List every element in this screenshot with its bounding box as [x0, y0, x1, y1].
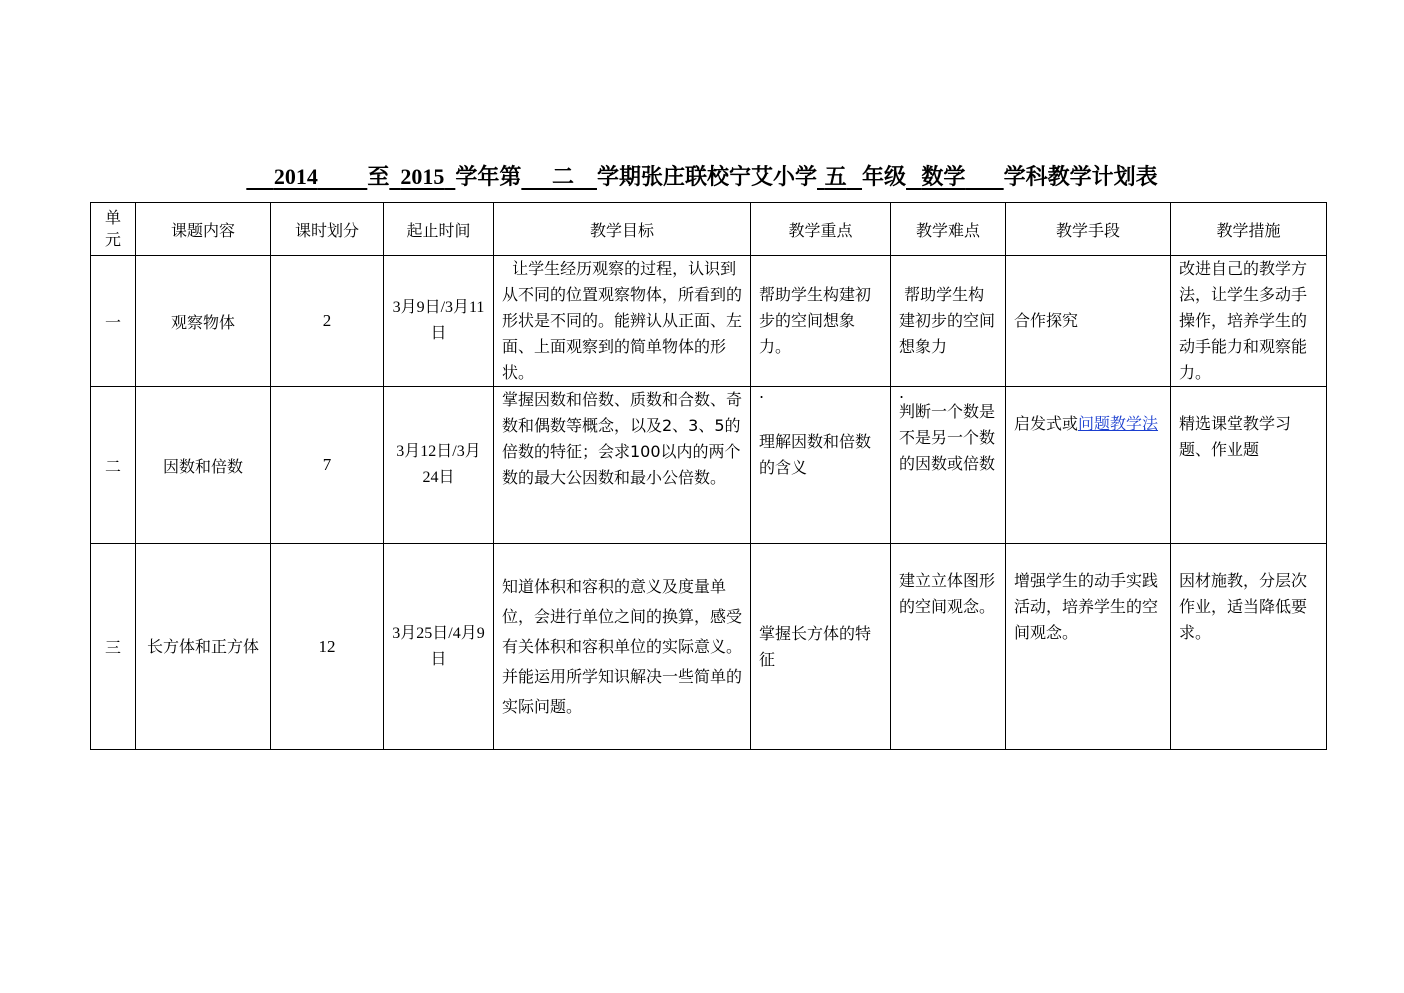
focus-text: 理解因数和倍数的含义: [759, 432, 872, 477]
difficulty-cell: 帮助学生构建初步的空间想象力: [891, 256, 1006, 387]
measure-cell: 因材施教，分层次作业，适当降低要求。: [1171, 544, 1327, 750]
objective-cell: 让学生经历观察的过程，认识到从不同的位置观察物体，所看到的形状是不同的。能辨认从正面、左面、上面观察到的简单物体的形状。: [494, 256, 751, 387]
teaching-plan-table: [90, 202, 1327, 750]
topic-cell: 因数和倍数: [136, 387, 271, 544]
header-measure: 教学措施: [1171, 203, 1327, 256]
school-name: 学期张庄联校宁艾小学: [596, 164, 817, 190]
method-cell: 增强学生的动手实践活动，培养学生的空间观念。: [1006, 544, 1171, 750]
unit-cell: 三: [91, 544, 136, 750]
table-row: [91, 256, 1327, 387]
header-method: 教学手段: [1006, 203, 1171, 256]
difficulty-dot: .: [899, 383, 905, 402]
hours-cell: 12: [271, 544, 384, 750]
year-end: 2015: [400, 164, 445, 189]
difficulty-text: 判断一个数是不是另一个数的因数或倍数: [899, 402, 996, 473]
year-start: 2014: [273, 164, 318, 189]
focus-cell: 帮助学生构建初步的空间想象力。: [751, 256, 891, 387]
method-link[interactable]: 问题教学法: [1078, 414, 1159, 433]
header-period: 起止时间: [384, 203, 494, 256]
method-cell: 合作探究: [1006, 256, 1171, 387]
method-cell: [1006, 387, 1171, 544]
objective-cell: 掌握因数和倍数、质数和合数、奇数和偶数等概念，以及2、3、5的倍数的特征；会求100以内的两个数的最大公因数和最小公倍数。: [494, 387, 751, 544]
topic-cell: 长方体和正方体: [136, 544, 271, 750]
measure-cell: 精选课堂教学习题、作业题: [1171, 387, 1327, 544]
period-cell: 3月12日/3月24日: [384, 387, 494, 544]
focus-cell: 掌握长方体的特征: [751, 544, 891, 750]
header-hours: 课时划分: [271, 203, 384, 256]
document-title: [0, 160, 1404, 191]
table-row: [91, 544, 1327, 750]
grade-label: 年级: [862, 164, 907, 190]
hours-cell: 7: [271, 387, 384, 544]
grade: 五: [824, 164, 847, 190]
focus-dot: .: [759, 383, 765, 402]
measure-cell: 改进自己的教学方法，让学生多动手操作，培养学生的动手能力和观察能力。: [1171, 256, 1327, 387]
focus-cell: [751, 383, 891, 544]
topic-cell: 观察物体: [136, 256, 271, 387]
header-unit: 单元: [91, 203, 136, 256]
difficulty-cell: 建立立体图形的空间观念。: [891, 544, 1006, 750]
title-suffix: 学科教学计划表: [1003, 164, 1158, 190]
semester: 二: [551, 164, 574, 190]
objective-cell: 知道体积和容积的意义及度量单位，会进行单位之间的换算，感受有关体积和容积单位的实际意义。并能运用所学知识解决一些简单的实际问题。: [494, 544, 751, 750]
difficulty-cell: [891, 383, 1006, 544]
table-row: [91, 387, 1327, 544]
hours-cell: 2: [271, 256, 384, 387]
unit-cell: 一: [91, 256, 136, 387]
period-cell: 3月25日/4月9日: [384, 544, 494, 750]
header-difficulty: 教学难点: [891, 203, 1006, 256]
header-topic: 课题内容: [136, 203, 271, 256]
header-row: [91, 203, 1327, 256]
unit-cell: 二: [91, 387, 136, 544]
header-objective: 教学目标: [494, 203, 751, 256]
method-text: 启发式或: [1014, 414, 1079, 433]
period-cell: 3月9日/3月11日: [384, 256, 494, 387]
subject: 数学: [921, 164, 966, 190]
header-focus: 教学重点: [751, 203, 891, 256]
title-school-year: 学年第: [455, 164, 522, 190]
title-to: 至: [367, 164, 390, 190]
